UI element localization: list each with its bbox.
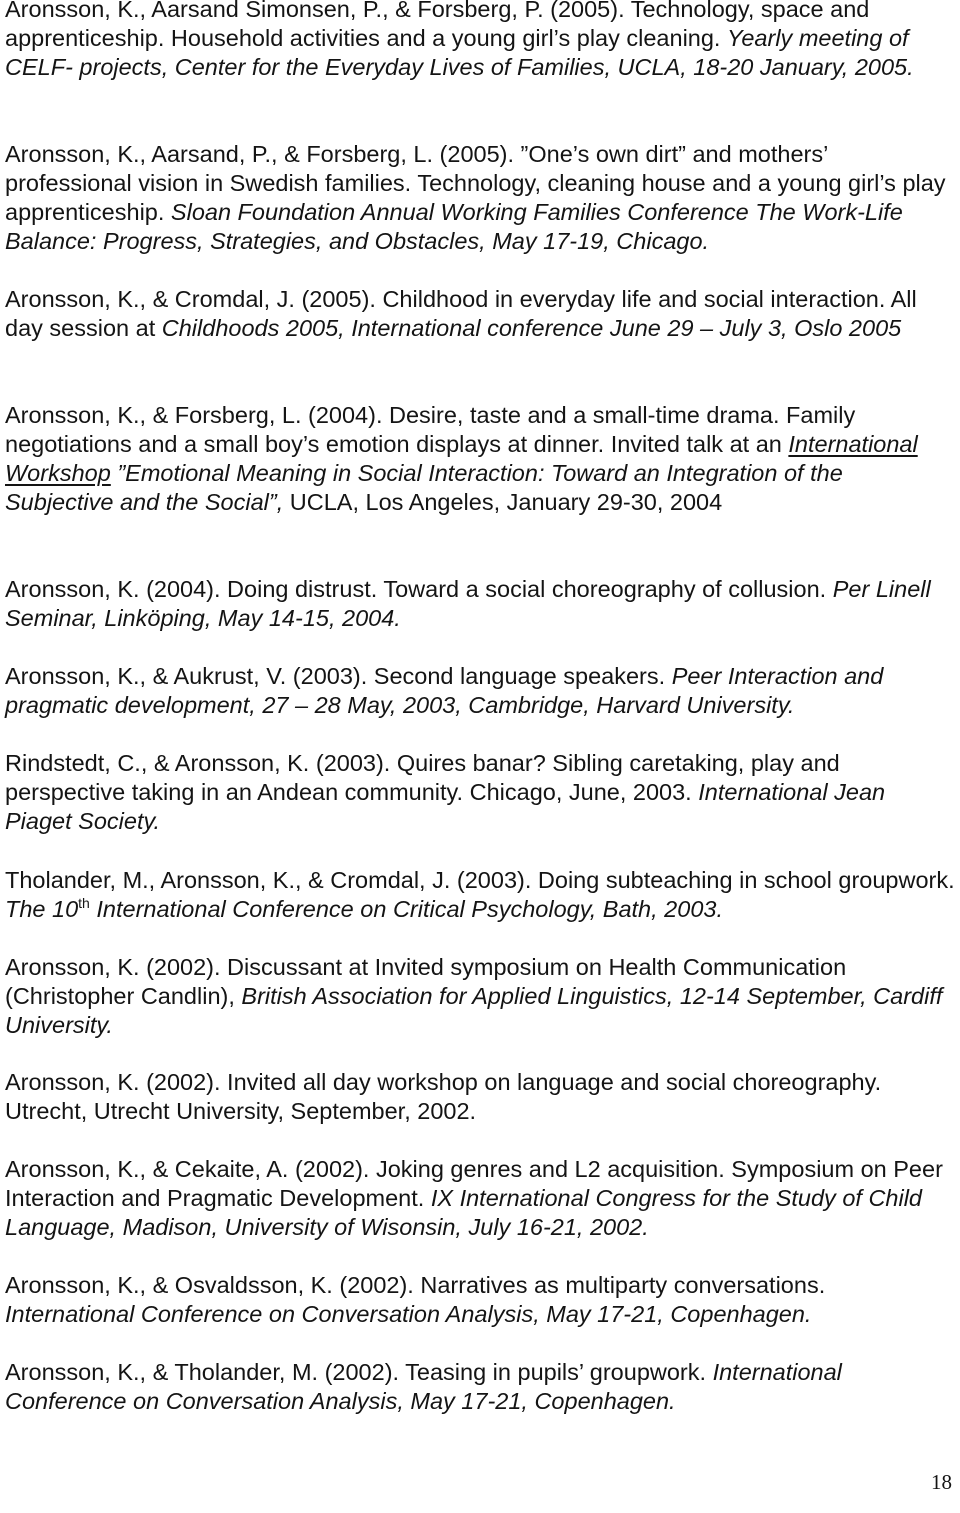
reference-entry [5, 749, 956, 836]
reference-text: Aronsson, K., & Aukrust, V. (2003). Second language speakers. [5, 663, 672, 689]
reference-text: Aronsson, K., & Cromdal, J. (2005). Childhood in everyday life and social interaction. All day session at [5, 286, 917, 341]
reference-venue: International Jean Piaget Society. [5, 779, 886, 834]
reference-venue: Peer Interaction and pragmatic development, 27 – 28 May, 2003, Cambridge, Harvard University. [5, 663, 884, 718]
reference-entry [5, 285, 956, 343]
reference-venue: International Conference on Conversation Analysis, May 17-21, Copenhagen. [5, 1359, 842, 1414]
reference-venue-continued: International Conference on Critical Psychology, Bath, 2003. [89, 896, 723, 922]
reference-text: Aronsson, K., & Osvaldsson, K. (2002). Narratives as multiparty conversations. [5, 1272, 826, 1298]
reference-text: Aronsson, K., & Cekaite, A. (2002). Joking genres and L2 acquisition. Symposium on Peer Interaction and Pragmatic Development. [5, 1156, 943, 1211]
reference-venue: Yearly meeting of CELF- projects, Center for the Everyday Lives of Families, UCLA, 18-20 January, 2005. [5, 25, 914, 80]
reference-entry [5, 140, 956, 256]
reference-entry [5, 1358, 956, 1416]
reference-entry [5, 401, 956, 517]
reference-venue: Childhoods 2005, International conference June 29 – July 3, Oslo 2005 [161, 315, 902, 341]
reference-text: Aronsson, K. (2002). Discussant at Invited symposium on Health Communication (Christopher Candlin), [5, 954, 847, 1009]
reference-entry [5, 1068, 956, 1126]
reference-workshop: International Workshop [5, 431, 918, 486]
reference-entry [5, 575, 956, 633]
reference-entry [5, 1271, 956, 1329]
ordinal-suffix: th [78, 895, 90, 911]
reference-venue: Per Linell Seminar, Linköping, May 14-15, 2004. [5, 576, 931, 631]
reference-entry [5, 1155, 956, 1242]
reference-entry [5, 662, 956, 720]
reference-text: Aronsson, K., & Tholander, M. (2002). Teasing in pupils’ groupwork. [5, 1359, 713, 1385]
page-number: 18 [931, 1470, 952, 1494]
reference-venue: Sloan Foundation Annual Working Families Conference The Work-Life Balance: Progress, Strategies, and Obstacles, May 17-19, Chicago. [5, 199, 903, 254]
reference-venue: British Association for Applied Linguistics, 12-14 September, Cardiff University. [5, 983, 943, 1038]
reference-venue: ”Emotional Meaning in Social Interaction: Toward an Integration of the Subjective and the Social”, [5, 460, 843, 515]
reference-text: Rindstedt, C., & Aronsson, K. (2003). Quires banar? Sibling caretaking, play and perspective taking in an Andean community. Chicago, June, 2003. [5, 750, 840, 805]
reference-entry [5, 866, 956, 924]
reference-venue: The 10 [5, 896, 79, 922]
reference-venue: IX International Congress for the Study of Child Language, Madison, University of Wisonsin, July 16-21, 2002. [5, 1185, 923, 1240]
reference-text: Tholander, M., Aronsson, K., & Cromdal, J. (2003). Doing subteaching in school groupwork. [5, 867, 955, 893]
reference-text: Aronsson, K., Aarsand Simonsen, P., & Forsberg, P. (2005). Technology, space and apprenticeship. Household activities and a young girl’s play cleaning. [5, 0, 870, 51]
reference-location: UCLA, Los Angeles, January 29-30, 2004 [283, 489, 723, 515]
reference-text: Aronsson, K., Aarsand, P., & Forsberg, L. (2005). ”One’s own dirt” and mothers’ professional vision in Swedish families. Technology, cleaning house and a young girl’s play apprenticeship. [5, 141, 946, 225]
reference-entry [5, 0, 956, 82]
reference-text: Aronsson, K. (2002). Invited all day workshop on language and social choreography. Utrecht, Utrecht University, September, 2002. [5, 1069, 882, 1124]
reference-venue: International Conference on Conversation Analysis, May 17-21, Copenhagen. [5, 1301, 812, 1327]
reference-text: Aronsson, K. (2004). Doing distrust. Toward a social choreography of collusion. [5, 576, 833, 602]
reference-text: Aronsson, K., & Forsberg, L. (2004). Desire, taste and a small-time drama. Family negotiations and a small boy’s emotion displays at dinner. Invited talk at an [5, 402, 856, 457]
reference-entry [5, 953, 956, 1040]
